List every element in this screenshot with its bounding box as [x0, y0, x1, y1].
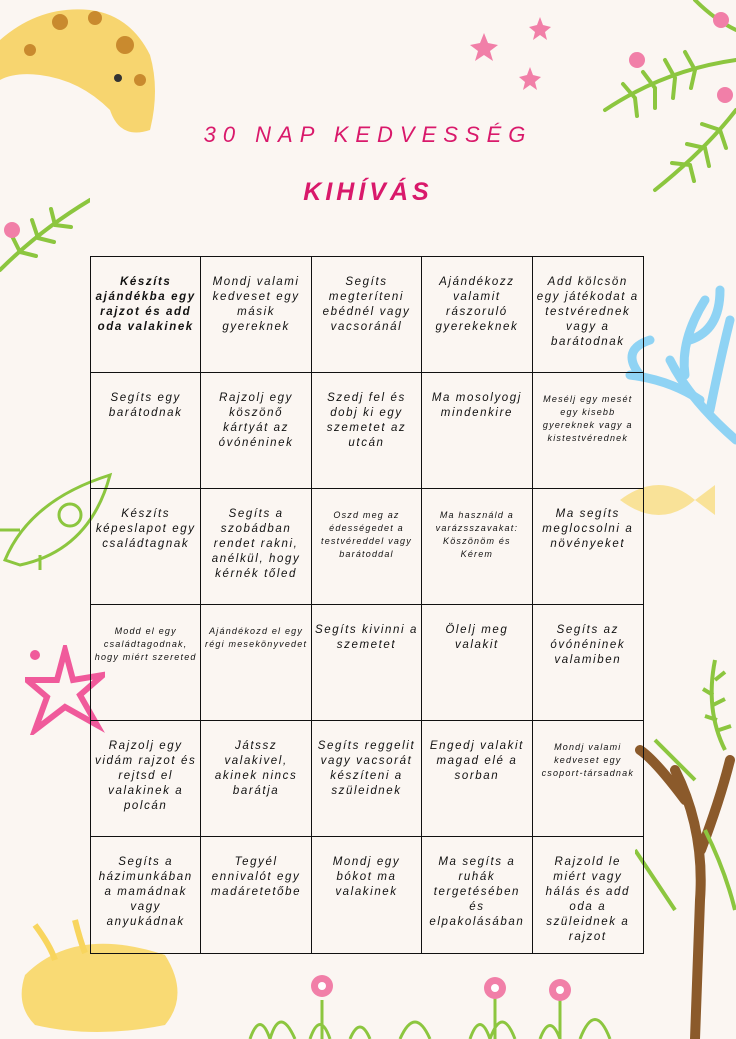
challenge-cell	[422, 489, 532, 605]
challenge-text: Szedj fel és dobj ki egy szemetet az utcán	[326, 392, 407, 449]
challenge-text: Ajándékozd el egy régi mesekönyvedet	[205, 626, 308, 649]
challenge-text: Játssz valakivel, akinek nincs barátja	[214, 740, 298, 797]
challenge-text: Modd el egy családtagodnak, hogy miért szereted	[94, 626, 197, 662]
challenge-text: Ma segíts a ruhák tergetésében és elpakolásában	[429, 856, 525, 928]
challenge-text: Oszd meg az édességedet a testvéreddel vagy barátoddal	[321, 510, 412, 559]
challenge-cell	[201, 721, 311, 837]
challenge-text: Mondj valami kedveset egy csoport-társadnak	[541, 742, 635, 778]
challenge-cell	[91, 837, 201, 953]
challenge-cell	[422, 721, 532, 837]
challenge-grid	[90, 256, 644, 954]
challenge-text: Készíts ajándékba egy rajzot és add oda valakinek	[95, 276, 196, 333]
page-title: 30 NAP KEDVESSÉG	[203, 122, 533, 147]
challenge-text: Rajzolj egy köszönő kártyát az óvónéninek	[218, 392, 294, 449]
challenge-text: Engedj valakit magad elé a sorban	[429, 740, 524, 782]
challenge-cell	[533, 721, 643, 837]
challenge-cell	[422, 837, 532, 953]
challenge-cell	[201, 605, 311, 721]
page-subtitle: KIHÍVÁS	[303, 178, 433, 206]
challenge-text: Segíts megteríteni ebédnél vagy vacsoránál	[322, 276, 411, 333]
challenge-cell	[533, 489, 643, 605]
challenge-cell	[91, 489, 201, 605]
challenge-cell	[533, 373, 643, 489]
pink-flowers	[455, 15, 565, 100]
challenge-cell	[422, 605, 532, 721]
challenge-cell	[201, 257, 311, 373]
brown-tree	[635, 650, 736, 1039]
challenge-cell	[312, 257, 422, 373]
challenge-text: Add kölcsön egy játékodat a testvérednek vagy a barátodnak	[536, 276, 639, 348]
challenge-cell	[91, 257, 201, 373]
challenge-cell	[91, 721, 201, 837]
challenge-text: Rajzold le miért vagy hálás és add oda a szüleidnek a rajzot	[545, 856, 630, 943]
challenge-cell	[533, 605, 643, 721]
palm-leaves	[545, 0, 736, 200]
challenge-text: Segíts a házimunkában a mamádnak vagy anyukádnak	[98, 856, 193, 928]
challenge-text: Segíts kivinni a szemetet	[315, 624, 418, 651]
challenge-text: Készíts képeslapot egy családtagnak	[95, 508, 196, 550]
challenge-cell	[422, 373, 532, 489]
challenge-text: Segíts reggelit vagy vacsorát készíteni a szüleidnek	[317, 740, 416, 797]
challenge-text: Segíts az óvónéninek valamiben	[550, 624, 626, 666]
challenge-cell	[91, 373, 201, 489]
challenge-cell	[312, 837, 422, 953]
challenge-cell	[201, 373, 311, 489]
challenge-cell	[312, 489, 422, 605]
challenge-text: Segíts a szobádban rendet rakni, anélkül, hogy kérnék tőled	[211, 508, 301, 580]
challenge-cell	[422, 257, 532, 373]
challenge-cell	[312, 373, 422, 489]
challenge-text: Tegyél ennivalót egy madáretetőbe	[211, 856, 302, 898]
challenge-text: Ma segíts meglocsolni a növényeket	[542, 508, 634, 550]
challenge-cell	[91, 605, 201, 721]
challenge-text: Mondj valami kedveset egy másik gyereknek	[212, 276, 300, 333]
challenge-text: Rajzolj egy vidám rajzot és rejtsd el valakinek a polcán	[95, 740, 197, 812]
challenge-text: Segíts egy barátodnak	[108, 392, 183, 419]
challenge-text: Mondj egy bókot ma valakinek	[332, 856, 401, 898]
challenge-cell	[312, 721, 422, 837]
challenge-cell	[312, 605, 422, 721]
challenge-text: Ma mosolyogj mindenkire	[431, 392, 522, 419]
challenge-text: Ajándékozz valamit rászoruló gyerekeknek	[435, 276, 519, 333]
grass-with-flowers	[240, 960, 640, 1039]
challenge-text: Ölelj meg valakit	[445, 624, 509, 651]
challenge-cell	[201, 837, 311, 953]
challenge-cell	[533, 837, 643, 953]
challenge-cell	[533, 257, 643, 373]
challenge-text: Mesélj egy mesét egy kisebb gyereknek vagy a kistestvérednek	[542, 394, 633, 443]
challenge-text: Ma használd a varázsszavakat: Köszönöm és Kérem	[435, 510, 519, 559]
challenge-cell	[201, 489, 311, 605]
